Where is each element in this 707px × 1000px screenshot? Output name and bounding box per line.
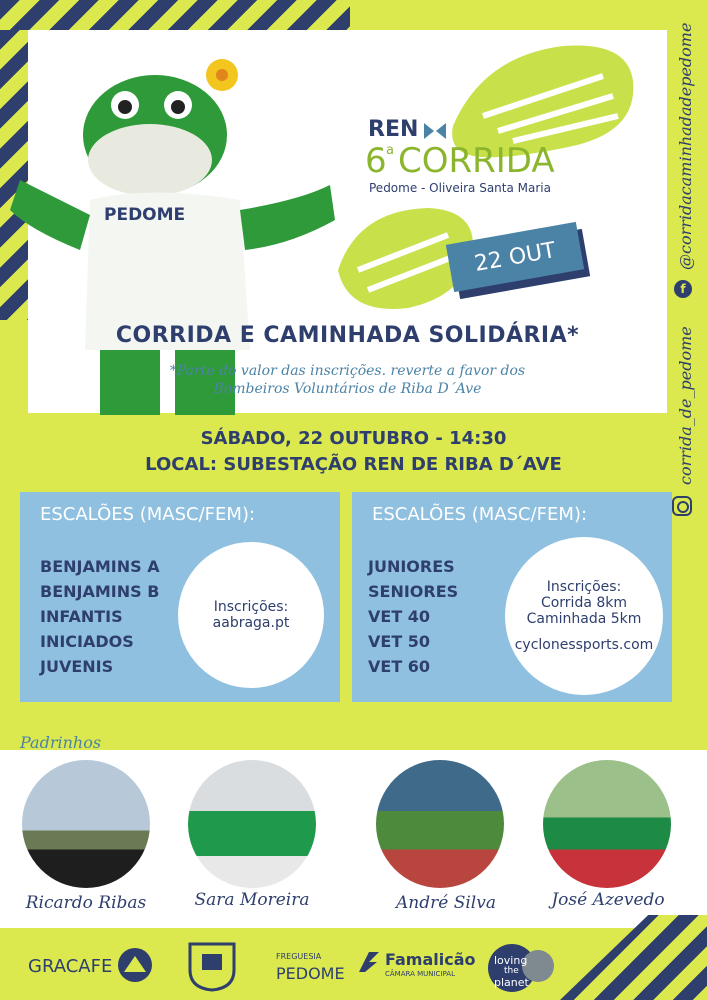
category-item: INFANTIS <box>40 607 123 626</box>
edition-number: 6 <box>365 141 387 181</box>
event-venue: LOCAL: SUBESTAÇÃO REN DE RIBA D´AVE <box>145 454 562 475</box>
category-item: VET 60 <box>368 657 431 676</box>
charity-note <box>28 362 667 398</box>
category-item: VET 40 <box>368 607 431 626</box>
category-item: JUVENIS <box>40 657 114 676</box>
sponsor-photo-andre <box>376 760 504 888</box>
sponsor-photo-sara <box>188 760 316 888</box>
freguesia-label: FREGUESIA <box>276 952 322 961</box>
famalicao-logo-icon <box>357 950 381 974</box>
the-text: the <box>504 966 519 976</box>
edition-suffix: a <box>386 143 394 158</box>
category-list <box>368 554 458 679</box>
registration-circle <box>505 537 663 695</box>
category-item: BENJAMINS B <box>40 582 160 601</box>
date-badge: 22 OUT <box>446 222 584 292</box>
charity-note-line1: *Parte do valor das inscrições. reverte a favor dos <box>169 363 526 379</box>
facebook-icon: f <box>674 280 692 298</box>
sponsors-label: Padrinhos <box>20 733 102 752</box>
loving-text: loving <box>494 954 528 967</box>
charity-note-line2: Bombeiros Voluntários de Riba D´Ave <box>213 381 482 397</box>
sponsor-name: Sara Moreira <box>194 890 310 910</box>
pedome-logo: PEDOME <box>276 964 345 983</box>
left-categories-panel <box>20 492 340 702</box>
planet-text: planet <box>494 976 529 989</box>
walk-distance: Caminhada 5km <box>526 611 642 627</box>
decorative-stripes-top <box>0 0 350 30</box>
category-item: VET 50 <box>368 632 431 651</box>
category-item: JUNIORES <box>368 557 455 576</box>
mascot-illustration <box>0 50 360 415</box>
municipal-crest-icon <box>186 936 238 992</box>
sponsor-photo-ricardo <box>22 760 150 888</box>
registration-circle <box>178 542 324 688</box>
registration-label: Inscrições: <box>213 599 289 615</box>
category-list <box>40 554 160 679</box>
category-item: BENJAMINS A <box>40 557 160 576</box>
instagram-icon <box>672 496 692 516</box>
sponsor-name: José Azevedo <box>551 890 665 910</box>
gracafe-emblem-icon <box>116 946 154 984</box>
panel-title: ESCALÕES (MASC/FEM): <box>40 504 256 525</box>
facebook-handle: @corridacaminhadadepedome <box>676 22 695 270</box>
ren-logo-icon <box>424 123 446 139</box>
sponsor-name: Ricardo Ribas <box>25 893 147 913</box>
registration-label: Inscrições: <box>546 579 622 595</box>
panel-title: ESCALÕES (MASC/FEM): <box>372 504 588 525</box>
registration-link[interactable]: aabraga.pt <box>212 615 290 631</box>
race-distance: Corrida 8km <box>540 595 628 611</box>
event-datetime: SÁBADO, 22 OUTUBRO - 14:30 <box>200 428 507 449</box>
category-item: INICIADOS <box>40 632 134 651</box>
instagram-handle: corrida_de_pedome <box>676 326 695 485</box>
mascot-shirt-text: PEDOME <box>104 205 186 225</box>
event-headline: CORRIDA E CAMINHADA SOLIDÁRIA* <box>115 323 580 348</box>
ren-logo: REN <box>368 117 419 142</box>
event-title: CORRIDA <box>398 141 555 181</box>
category-item: SENIORES <box>368 582 459 601</box>
event-location-line: Pedome - Oliveira Santa Maria <box>369 181 551 195</box>
hero-banner <box>28 30 667 413</box>
right-categories-panel <box>352 492 672 702</box>
famalicao-logo: Famalicão <box>385 950 476 969</box>
gracafe-logo: GRACAFE <box>28 956 113 977</box>
sponsor-photo-jose <box>543 760 671 888</box>
sponsor-name: André Silva <box>396 893 496 913</box>
registration-link[interactable]: cyclonessports.com <box>514 637 654 653</box>
camara-label: CÂMARA MUNICIPAL <box>385 970 455 978</box>
